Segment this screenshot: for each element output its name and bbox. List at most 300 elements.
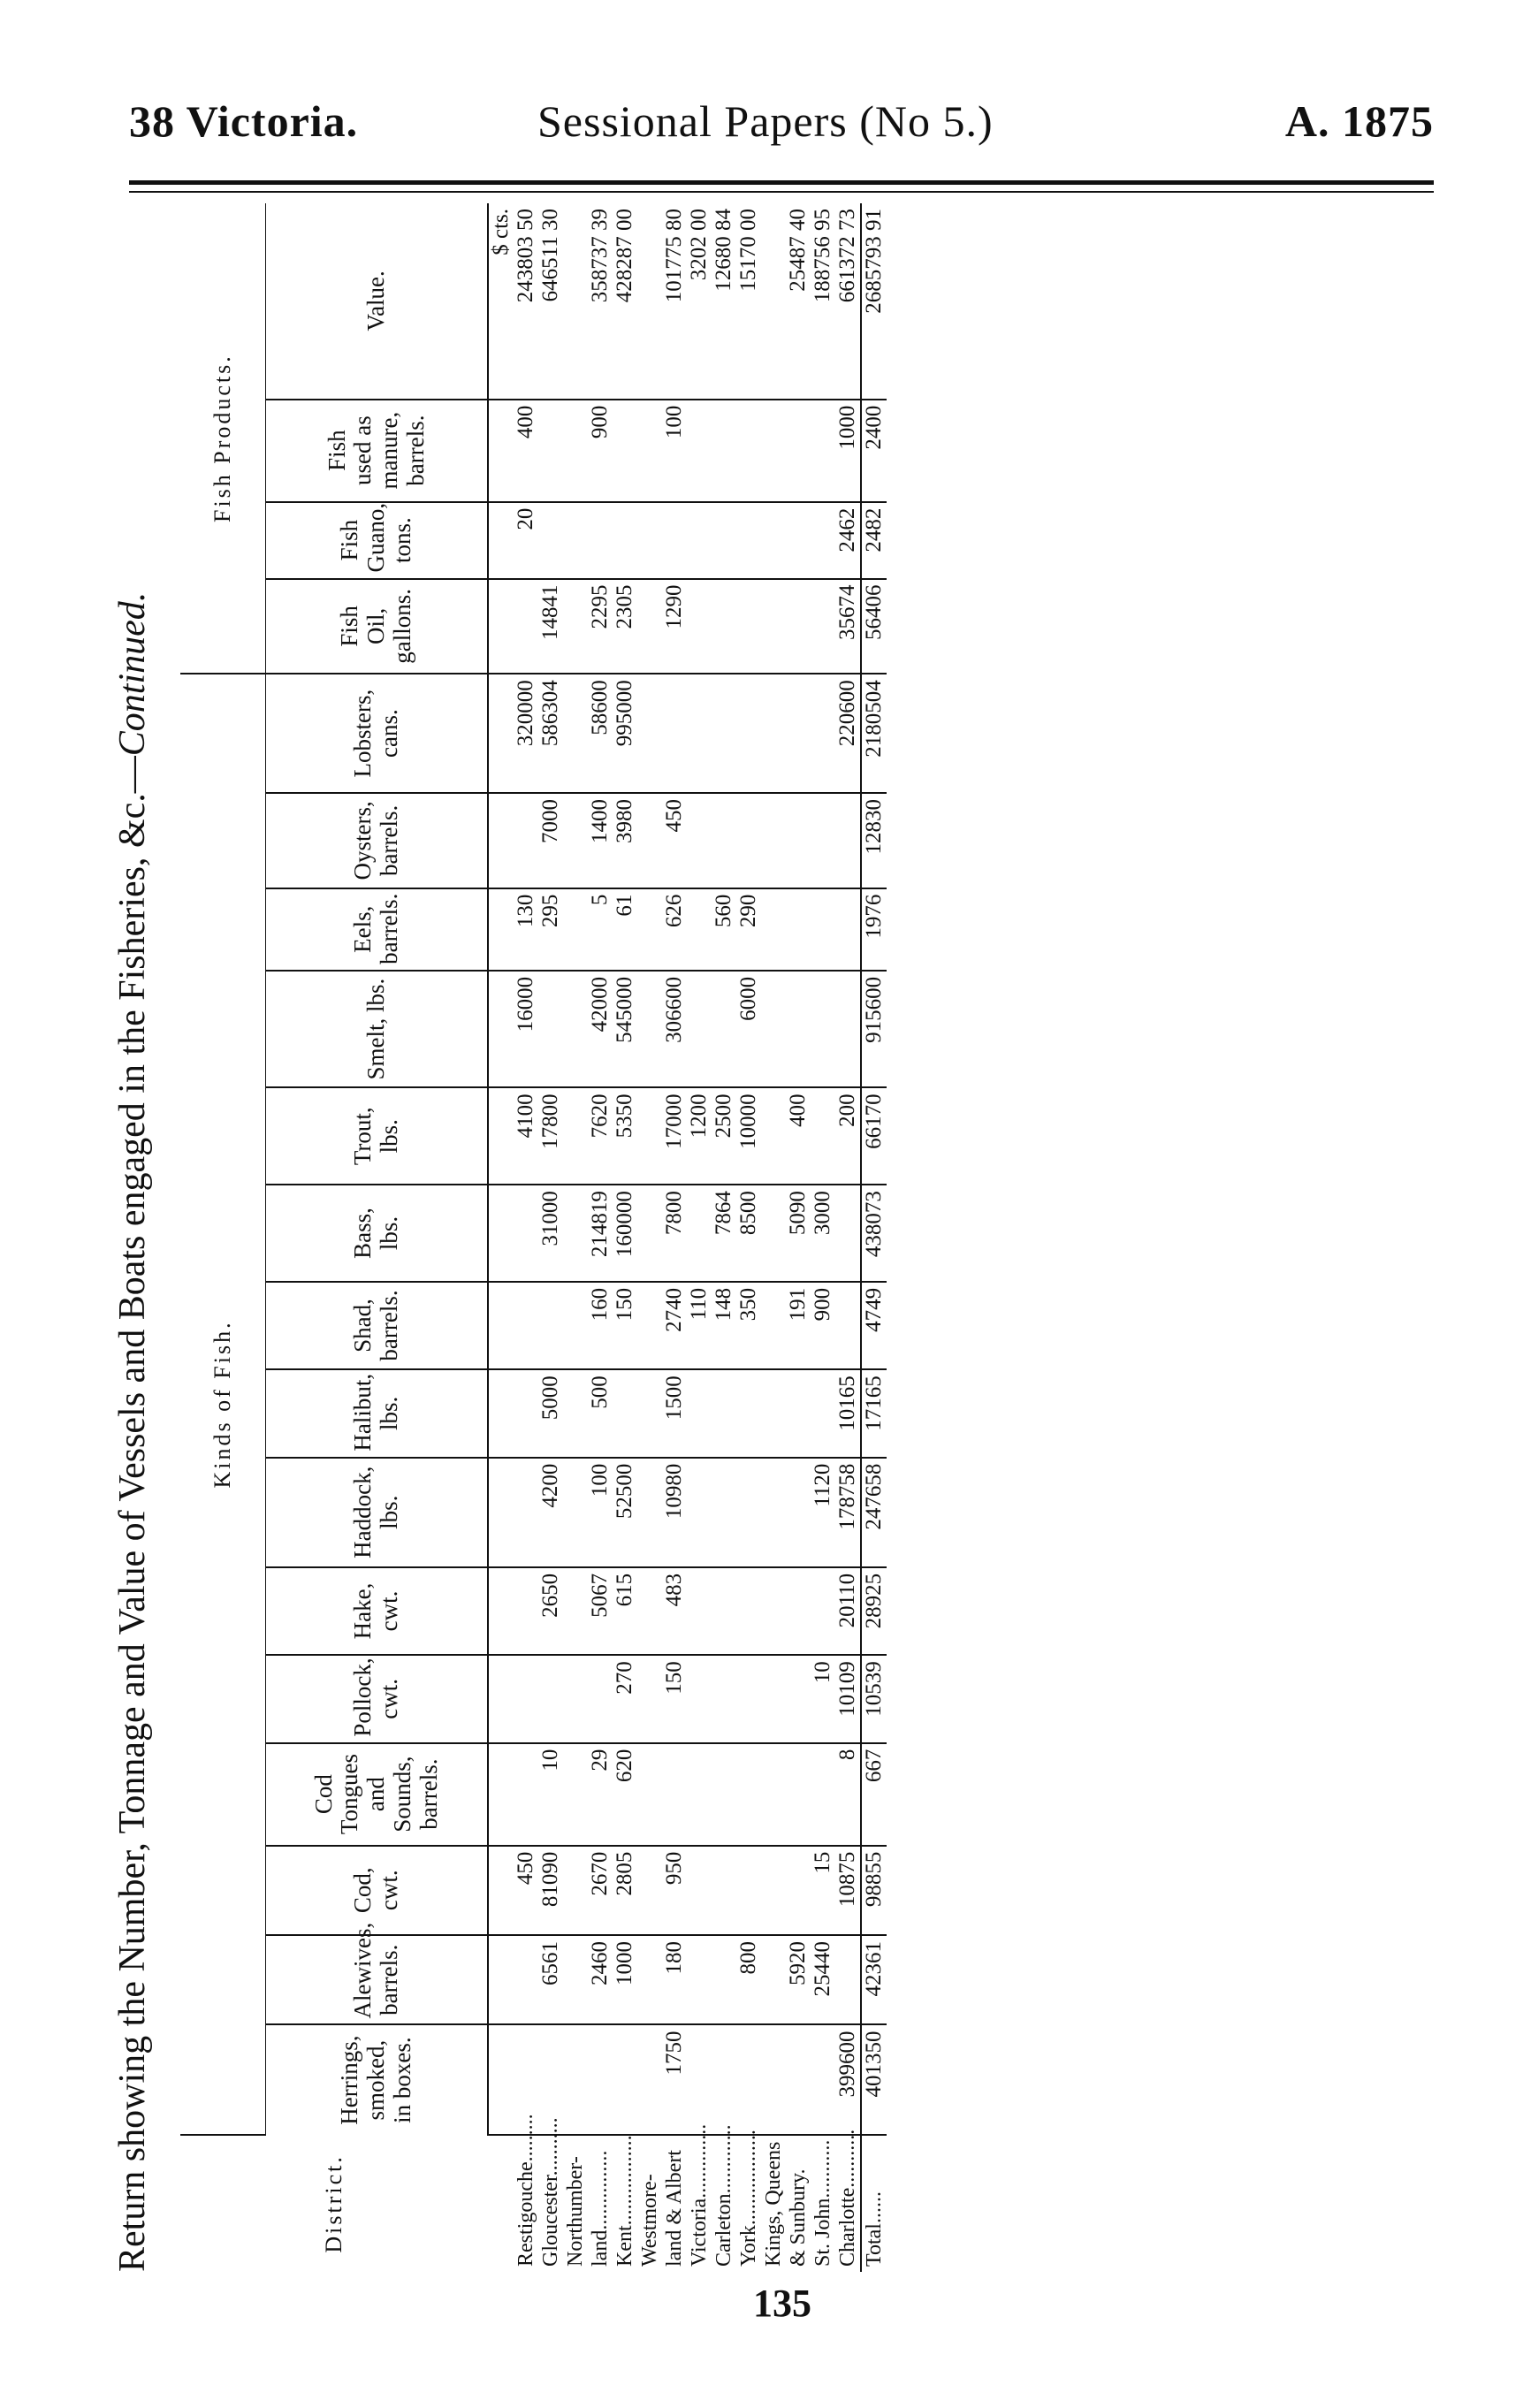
table-title-main: Return showing the Number, Tonnage and Value of Vessels and Boats engaged in the Fisheries, &c.— xyxy=(112,756,153,2272)
table-row xyxy=(712,203,736,2272)
value-cell xyxy=(761,1087,786,1185)
value-cell xyxy=(761,1458,786,1567)
table-title xyxy=(106,203,168,2272)
value-cell xyxy=(613,502,637,579)
total-cell: 10539 xyxy=(861,1655,887,1742)
value-cell xyxy=(514,793,538,888)
value-cell: 5920 xyxy=(786,1935,811,2024)
value-cell: 29 xyxy=(588,1743,613,1846)
column-header: Fish Guano, tons. xyxy=(266,502,489,579)
district-cell: Northumber- xyxy=(564,2156,587,2267)
value-cell xyxy=(687,674,712,793)
column-header: Value. xyxy=(266,203,489,400)
value-cell xyxy=(637,888,662,971)
value-cell: 61 xyxy=(613,888,637,971)
value-cell xyxy=(563,1743,588,1846)
group-header-row xyxy=(180,203,266,2272)
total-cell: 915600 xyxy=(861,971,887,1088)
value-cell xyxy=(687,579,712,674)
value-cell xyxy=(761,1846,786,1935)
value-cell xyxy=(811,1369,835,1457)
district-cell: & Sunbury. xyxy=(787,2168,810,2267)
column-header: Cod, cwt. xyxy=(266,1846,489,1935)
district-cell: Restigouche......... xyxy=(514,2114,537,2267)
district-cell: St. John........... xyxy=(811,2139,834,2267)
value-cell xyxy=(662,674,687,793)
value-cell xyxy=(786,1369,811,1457)
empty-cell xyxy=(488,2135,514,2272)
value-cell xyxy=(761,1743,786,1846)
value-cell xyxy=(786,888,811,971)
value-cell xyxy=(563,203,588,400)
value-cell: 31000 xyxy=(538,1185,563,1282)
value-cell xyxy=(687,1846,712,1935)
value-cell xyxy=(712,971,736,1088)
value-cell xyxy=(563,502,588,579)
district-cell: Westmore- xyxy=(638,2174,661,2267)
value-cell xyxy=(736,1846,761,1935)
rotated-table-area xyxy=(106,203,1202,2272)
value-cell xyxy=(761,1655,786,1742)
table-row xyxy=(736,203,761,2272)
column-header: Oysters, barrels. xyxy=(266,793,489,888)
value-cell xyxy=(786,1846,811,1935)
value-cell: 42000 xyxy=(588,971,613,1088)
value-cell: 1000 xyxy=(613,1935,637,2024)
value-cell: 400 xyxy=(514,400,538,502)
total-row xyxy=(861,203,887,2272)
total-cell: 98855 xyxy=(861,1846,887,1935)
district-cell: land & Albert xyxy=(663,2150,686,2267)
value-cell xyxy=(637,971,662,1088)
table-row xyxy=(538,203,563,2272)
value-cell: 52500 xyxy=(613,1458,637,1567)
value-cell: 450 xyxy=(514,1846,538,1935)
value-cell: 5000 xyxy=(538,1369,563,1457)
value-cell xyxy=(786,579,811,674)
total-cell: 2180504 xyxy=(861,674,887,793)
value-cell xyxy=(637,203,662,400)
total-cell: 17165 xyxy=(861,1369,887,1457)
empty-cell xyxy=(488,674,514,793)
value-cell: 1000 xyxy=(835,400,861,502)
table-row xyxy=(588,203,613,2272)
value-cell xyxy=(637,1369,662,1457)
value-cell xyxy=(563,888,588,971)
value-cell: 25440 xyxy=(811,1935,835,2024)
value-cell: 100 xyxy=(662,400,687,502)
value-cell xyxy=(811,1087,835,1185)
value-cell: 900 xyxy=(588,400,613,502)
value-cell xyxy=(514,1282,538,1369)
session-label: 38 Victoria. xyxy=(129,96,359,146)
value-cell xyxy=(687,1655,712,1742)
value-cell: 4200 xyxy=(538,1458,563,1567)
value-cell xyxy=(637,1458,662,1567)
value-cell: 200 xyxy=(835,1087,861,1185)
value-cell xyxy=(637,1567,662,1655)
value-cell xyxy=(563,400,588,502)
value-cell xyxy=(613,2024,637,2134)
value-cell: 10000 xyxy=(736,1087,761,1185)
value-cell: 20 xyxy=(514,502,538,579)
value-cell xyxy=(563,1185,588,1282)
value-cell: 358737 39 xyxy=(588,203,613,400)
empty-cell xyxy=(488,1846,514,1935)
value-cell xyxy=(637,2024,662,2134)
value-cell xyxy=(736,579,761,674)
district-cell: Gloucester........... xyxy=(539,2117,562,2267)
value-cell xyxy=(538,1282,563,1369)
value-cell: 178758 xyxy=(835,1458,861,1567)
value-cell: 545000 xyxy=(613,971,637,1088)
value-cell xyxy=(786,971,811,1088)
district-cell: Charlotte........... xyxy=(836,2129,859,2267)
value-cell xyxy=(736,502,761,579)
value-cell xyxy=(514,1369,538,1457)
value-cell xyxy=(514,1743,538,1846)
value-cell: 15 xyxy=(811,1846,835,1935)
table-row xyxy=(761,203,786,2272)
value-cell xyxy=(786,502,811,579)
total-cell: 401350 xyxy=(861,2024,887,2134)
empty-cell xyxy=(488,793,514,888)
column-header: Fish used as manure, barrels. xyxy=(266,400,489,502)
empty-cell xyxy=(488,1185,514,1282)
value-cell xyxy=(538,1655,563,1742)
value-cell: 243803 50 xyxy=(514,203,538,400)
value-cell: 160000 xyxy=(613,1185,637,1282)
value-cell xyxy=(687,1567,712,1655)
value-cell: 14841 xyxy=(538,579,563,674)
value-cell xyxy=(687,1458,712,1567)
value-cell xyxy=(712,2024,736,2134)
value-cell xyxy=(835,1282,861,1369)
value-cell: 450 xyxy=(662,793,687,888)
column-header: Herrings, smoked, in boxes. xyxy=(266,2024,489,2134)
value-cell xyxy=(736,674,761,793)
value-cell xyxy=(761,203,786,400)
total-cell: 438073 xyxy=(861,1185,887,1282)
value-cell: 3000 xyxy=(811,1185,835,1282)
value-cell: 110 xyxy=(687,1282,712,1369)
value-cell xyxy=(687,1935,712,2024)
column-header: Smelt, lbs. xyxy=(266,971,489,1088)
value-cell: 15170 00 xyxy=(736,203,761,400)
value-cell xyxy=(736,1369,761,1457)
value-cell xyxy=(811,971,835,1088)
value-cell: 2500 xyxy=(712,1087,736,1185)
unit-row xyxy=(488,203,514,2272)
value-cell xyxy=(786,674,811,793)
value-cell xyxy=(637,1185,662,1282)
page-header xyxy=(129,95,1434,157)
value-cell xyxy=(563,1655,588,1742)
empty-cell xyxy=(488,1458,514,1567)
value-cell: 7864 xyxy=(712,1185,736,1282)
value-cell: 5067 xyxy=(588,1567,613,1655)
empty-cell xyxy=(488,1743,514,1846)
value-cell: 16000 xyxy=(514,971,538,1088)
value-cell: 1290 xyxy=(662,579,687,674)
value-cell xyxy=(687,2024,712,2134)
value-cell: 8 xyxy=(835,1743,861,1846)
district-cell: York.................. xyxy=(737,2130,760,2267)
value-cell xyxy=(712,1743,736,1846)
value-cell: 3202 00 xyxy=(687,203,712,400)
value-cell xyxy=(786,793,811,888)
value-cell xyxy=(687,1369,712,1457)
value-cell xyxy=(563,1567,588,1655)
value-cell xyxy=(761,1282,786,1369)
value-cell: 7800 xyxy=(662,1185,687,1282)
value-cell xyxy=(588,2024,613,2134)
value-cell: 2305 xyxy=(613,579,637,674)
value-cell xyxy=(761,1185,786,1282)
empty-cell xyxy=(488,1282,514,1369)
sessional-papers-label: Sessional Papers (No 5.) xyxy=(537,96,994,146)
value-cell: 10875 xyxy=(835,1846,861,1935)
value-cell xyxy=(538,400,563,502)
value-cell: 81090 xyxy=(538,1846,563,1935)
value-cell xyxy=(712,674,736,793)
district-cell: Carleton............. xyxy=(712,2124,735,2267)
value-cell xyxy=(712,1369,736,1457)
value-cell: 500 xyxy=(588,1369,613,1457)
empty-cell xyxy=(488,971,514,1088)
value-cell: 350 xyxy=(736,1282,761,1369)
value-cell xyxy=(687,1743,712,1846)
value-cell xyxy=(736,1655,761,1742)
value-cell xyxy=(761,674,786,793)
value-cell xyxy=(811,793,835,888)
value-cell xyxy=(637,579,662,674)
value-cell xyxy=(786,1458,811,1567)
year-label: A. 1875 xyxy=(1284,96,1434,146)
value-cell xyxy=(761,793,786,888)
value-cell xyxy=(736,1567,761,1655)
value-cell xyxy=(588,1655,613,1742)
value-cell xyxy=(687,793,712,888)
total-cell: 2400 xyxy=(861,400,887,502)
fisheries-table xyxy=(180,203,887,2272)
value-cell: 10 xyxy=(538,1743,563,1846)
value-cell: 2670 xyxy=(588,1846,613,1935)
value-cell: 10 xyxy=(811,1655,835,1742)
column-header: Fish Oil, gallons. xyxy=(266,579,489,674)
value-cell: 35674 xyxy=(835,579,861,674)
empty-cell xyxy=(488,579,514,674)
value-cell xyxy=(811,888,835,971)
value-cell xyxy=(811,2024,835,2134)
value-cell xyxy=(662,502,687,579)
value-cell xyxy=(637,502,662,579)
empty-cell xyxy=(488,2024,514,2134)
value-cell xyxy=(637,1655,662,1742)
value-cell xyxy=(761,1935,786,2024)
value-cell xyxy=(514,579,538,674)
value-cell: 160 xyxy=(588,1282,613,1369)
value-cell xyxy=(736,400,761,502)
value-cell xyxy=(563,1369,588,1457)
page-number: 135 xyxy=(753,2282,811,2325)
value-cell xyxy=(514,1458,538,1567)
total-cell: 2685793 91 xyxy=(861,203,887,400)
value-cell: 220600 xyxy=(835,674,861,793)
value-cell: 1200 xyxy=(687,1087,712,1185)
value-cell: 8500 xyxy=(736,1185,761,1282)
empty-cell xyxy=(488,502,514,579)
value-cell: 615 xyxy=(613,1567,637,1655)
value-cell: 6000 xyxy=(736,971,761,1088)
value-cell xyxy=(835,888,861,971)
total-cell: 28925 xyxy=(861,1567,887,1655)
value-cell: 10109 xyxy=(835,1655,861,1742)
value-cell xyxy=(811,1743,835,1846)
value-cell: 5090 xyxy=(786,1185,811,1282)
value-cell xyxy=(835,1185,861,1282)
value-cell xyxy=(662,1743,687,1846)
value-cell: 191 xyxy=(786,1282,811,1369)
value-cell: 295 xyxy=(538,888,563,971)
value-cell xyxy=(687,502,712,579)
column-header: Pollock, cwt. xyxy=(266,1655,489,1742)
value-cell xyxy=(637,1087,662,1185)
column-header: Haddock, lbs. xyxy=(266,1458,489,1567)
table-body xyxy=(488,203,887,2272)
value-cell xyxy=(712,1935,736,2024)
value-cell: 2460 xyxy=(588,1935,613,2024)
district-cell: Victoria.............. xyxy=(688,2123,711,2267)
value-cell: 101775 80 xyxy=(662,203,687,400)
value-cell xyxy=(687,971,712,1088)
value-cell: 1400 xyxy=(588,793,613,888)
value-cell: 130 xyxy=(514,888,538,971)
column-header: Shad, barrels. xyxy=(266,1282,489,1369)
value-cell: 270 xyxy=(613,1655,637,1742)
value-cell: 148 xyxy=(712,1282,736,1369)
table-title-continued: Continued. xyxy=(112,591,153,757)
table-row xyxy=(835,203,861,2272)
value-cell xyxy=(761,888,786,971)
column-header: Cod Tongues and Sounds, barrels. xyxy=(266,1743,489,1846)
empty-cell xyxy=(488,400,514,502)
value-cell xyxy=(786,400,811,502)
value-cell xyxy=(786,1567,811,1655)
value-cell: 2805 xyxy=(613,1846,637,1935)
empty-cell xyxy=(488,1935,514,2024)
table-row xyxy=(563,203,588,2272)
value-cell xyxy=(637,793,662,888)
value-cell xyxy=(761,579,786,674)
value-cell xyxy=(588,502,613,579)
value-cell: 290 xyxy=(736,888,761,971)
value-cell: 2462 xyxy=(835,502,861,579)
kinds-of-fish-header: Kinds of Fish. xyxy=(180,674,266,2134)
value-cell xyxy=(637,674,662,793)
value-cell xyxy=(563,793,588,888)
value-cell xyxy=(563,2024,588,2134)
value-cell xyxy=(761,1567,786,1655)
value-cell xyxy=(811,502,835,579)
value-cell: 1500 xyxy=(662,1369,687,1457)
value-cell: 6561 xyxy=(538,1935,563,2024)
value-cell xyxy=(712,1846,736,1935)
value-cell xyxy=(761,2024,786,2134)
district-cell: Kings, Queens xyxy=(762,2141,785,2267)
value-cell xyxy=(761,1369,786,1457)
value-cell: 661372 73 xyxy=(835,203,861,400)
value-cell xyxy=(761,400,786,502)
total-cell: 1976 xyxy=(861,888,887,971)
column-header: Hake, cwt. xyxy=(266,1567,489,1655)
value-cell: 10980 xyxy=(662,1458,687,1567)
value-cell xyxy=(712,793,736,888)
value-cell xyxy=(712,1458,736,1567)
value-cell xyxy=(811,400,835,502)
value-cell: 12680 84 xyxy=(712,203,736,400)
district-cell: land............... xyxy=(589,2150,612,2267)
district-header: District. xyxy=(321,2154,347,2253)
column-header: Eels, barrels. xyxy=(266,888,489,971)
value-cell xyxy=(835,971,861,1088)
column-header: Halibut, lbs. xyxy=(266,1369,489,1457)
value-cell: 399600 xyxy=(835,2024,861,2134)
table-row xyxy=(613,203,637,2272)
value-cell xyxy=(613,1369,637,1457)
value-cell: 7620 xyxy=(588,1087,613,1185)
value-cell: 320000 xyxy=(514,674,538,793)
value-cell: 586304 xyxy=(538,674,563,793)
value-cell: 2295 xyxy=(588,579,613,674)
column-header: Bass, lbs. xyxy=(266,1185,489,1282)
value-cell xyxy=(687,1185,712,1282)
value-cell: 995000 xyxy=(613,674,637,793)
value-cell xyxy=(786,2024,811,2134)
empty-cell xyxy=(488,1655,514,1742)
total-cell: 66170 xyxy=(861,1087,887,1185)
value-cell xyxy=(563,1846,588,1935)
header-rule-thin xyxy=(129,191,1434,193)
column-header: Alewives, barrels. xyxy=(266,1935,489,2024)
table-row xyxy=(811,203,835,2272)
fish-products-header: Fish Products. xyxy=(180,203,266,674)
value-cell xyxy=(835,1935,861,2024)
value-cell: 483 xyxy=(662,1567,687,1655)
value-cell xyxy=(736,2024,761,2134)
table-row xyxy=(514,203,538,2272)
value-cell: 800 xyxy=(736,1935,761,2024)
value-cell xyxy=(637,400,662,502)
empty-cell xyxy=(488,1567,514,1655)
value-cell xyxy=(811,674,835,793)
value-cell xyxy=(811,1567,835,1655)
value-cell: 5 xyxy=(588,888,613,971)
district-cell: Kent................. xyxy=(613,2135,636,2267)
value-cell xyxy=(712,502,736,579)
value-cell: 646511 30 xyxy=(538,203,563,400)
value-cell: 100 xyxy=(588,1458,613,1567)
value-cell xyxy=(736,1743,761,1846)
value-cell: 1750 xyxy=(662,2024,687,2134)
value-cell xyxy=(712,1567,736,1655)
value-cell xyxy=(637,1282,662,1369)
value-cell xyxy=(563,1282,588,1369)
header-rule-thick xyxy=(129,180,1434,185)
value-cell: 900 xyxy=(811,1282,835,1369)
table-row xyxy=(786,203,811,2272)
column-header-row xyxy=(266,203,489,2272)
